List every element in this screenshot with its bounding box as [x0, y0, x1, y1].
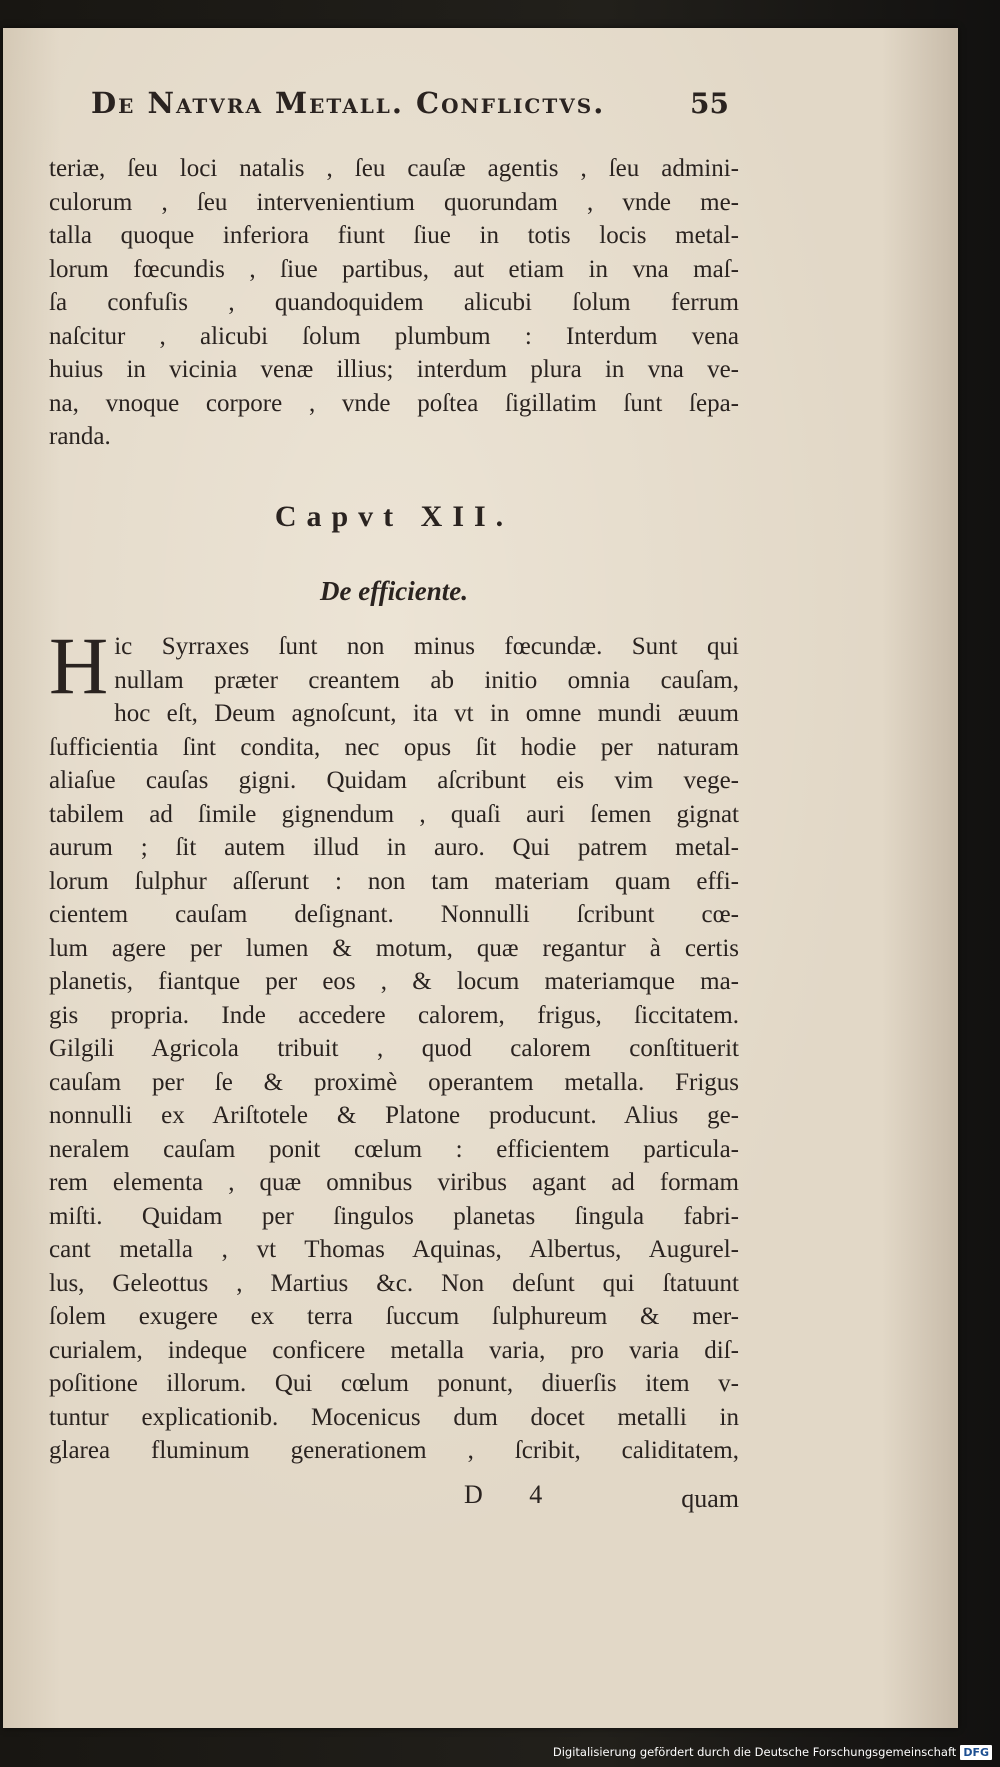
text-line: talla quoque inferiora fiunt ſiue in totis locis metal- [49, 222, 739, 249]
digitization-credit [553, 1741, 992, 1763]
text-line: ſolem exugere ex terra ſuccum ſulphureum & mer- [49, 1303, 739, 1330]
text-line: huius in vicinia venæ illius; interdum plura in vna ve- [49, 356, 739, 383]
text-line: tabilem ad ſimile gignendum , quaſi auri ſemen gignat [49, 800, 739, 828]
text-line: Gilgili Agricola tribuit , quod calorem conſtituerit [49, 1035, 739, 1062]
text-line: rem elementa , quæ omnibus viribus agant ad formam [49, 1169, 739, 1196]
text-line: ſufficientia ſint condita, nec opus ſit hodie per naturam [49, 733, 739, 761]
text-line: ſa confuſis , quandoquidem alicubi ſolum ferrum [49, 289, 739, 316]
text-line: nullam præter creantem ab initio omnia cauſam, [114, 666, 739, 694]
text-line: teriæ, ſeu loci natalis , ſeu cauſæ agentis , ſeu admini- [49, 155, 739, 182]
paragraph-main [49, 620, 739, 1468]
text-line: tuntur explicationib. Mocenicus dum docet metalli in [49, 1403, 739, 1431]
text-line: gis propria. Inde accedere calorem, frigus, ſiccitatem. [49, 1001, 739, 1029]
page-number: 55 [690, 87, 729, 120]
chapter-subtitle: De efficiente. [320, 576, 468, 606]
text-line: naſcitur , alicubi ſolum plumbum : Interdum vena [49, 322, 739, 350]
text-line: curialem, indeque conficere metalla varia, pro varia diſ- [49, 1336, 739, 1364]
text-line: miſti. Quidam per ſingulos planetas ſingula fabri- [49, 1202, 739, 1230]
text-line: randa. [49, 423, 111, 450]
dfg-logo-icon: DFG [960, 1745, 992, 1760]
book-page [3, 28, 958, 1728]
text-line: culorum , ſeu intervenientium quorundam , vnde me- [49, 188, 739, 216]
signature-mark: D 4 [464, 1480, 563, 1509]
text-line: aurum ; ſit autem illud in auro. Qui patrem metal- [49, 834, 739, 861]
running-head [49, 86, 739, 126]
text-line: cientem cauſam deſignant. Nonnulli ſcribunt cœ- [49, 901, 739, 928]
text-line: poſitione illorum. Qui cœlum ponunt, diuerſis item v- [49, 1370, 739, 1397]
text-line: glarea fluminum generationem , ſcribit, caliditatem, [49, 1437, 739, 1464]
footer-line [49, 1480, 739, 1520]
chapter-heading: Capvt XII. [274, 500, 514, 533]
text-line: ic Syrraxes ſunt non minus fœcundæ. Sunt qui [114, 633, 739, 660]
text-line: lus, Geleottus , Martius &c. Non deſunt qui ſtatuunt [49, 1269, 739, 1297]
text-line: lorum fœcundis , ſiue partibus, aut etiam in vna maſ- [49, 255, 739, 283]
text-line: planetis, fiantque per eos , & locum materiamque ma- [49, 968, 739, 995]
text-line: lorum ſulphur aſſerunt : non tam materiam quam effi- [49, 867, 739, 895]
text-line: lum agere per lumen & motum, quæ regantur à certis [49, 934, 739, 962]
text-line: neralem cauſam ponit cœlum : efficientem particula- [49, 1135, 739, 1163]
text-line: cant metalla , vt Thomas Aquinas, Albertus, Augurel- [49, 1236, 739, 1263]
catchword: quam [681, 1484, 739, 1513]
credit-text: Digitalisierung gefördert durch die Deutsche Forschungsgemeinschaft [552, 1745, 957, 1759]
text-line: nonnulli ex Ariſtotele & Platone producunt. Alius ge- [49, 1102, 739, 1129]
text-line: cauſam per ſe & proximè operantem metalla. Frigus [49, 1068, 739, 1096]
paragraph-continuation [49, 152, 739, 454]
drop-cap-initial: H [49, 620, 109, 711]
running-title: De Natvra Metall. Conflictvs. [91, 86, 606, 120]
text-line: aliaſue cauſas gigni. Quidam aſcribunt eis vim vege- [49, 767, 739, 794]
text-line: na, vnoque corpore , vnde poſtea ſigillatim ſunt ſepa- [49, 389, 739, 417]
text-line: hoc eſt, Deum agnoſcunt, ita vt in omne mundi æuum [114, 700, 739, 727]
